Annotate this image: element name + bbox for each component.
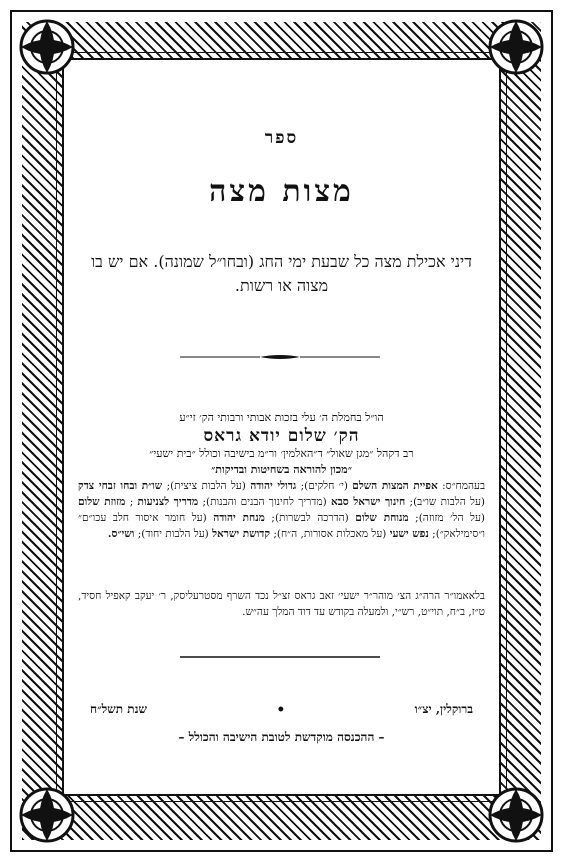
- work-note: (הדרכה לבשרות);: [271, 512, 349, 524]
- work-note: ;: [129, 496, 134, 508]
- work-title: אפיית המצות השלם: [352, 480, 438, 492]
- corner-ornament-bottom-left: [12, 780, 82, 850]
- memorial-dedication: בלאאמו״ר הרה״ג הצ׳ מוהר״ר ישעי׳ זאב גראס זצ״ל נכד השרף מסטרעליסק, ר׳ יעקב קאפיל חסיד, ט״ז, ב״ח, תוי״ט, רש״י, ולמעלה בקודש עד דוד המלך עה״ש.: [78, 590, 485, 618]
- work-note: (על הלבות יחוד);: [137, 528, 209, 540]
- work-title: נפש ישעי: [389, 528, 429, 540]
- work-note: (על הלבות ציצית);: [166, 480, 246, 492]
- sefer-label: ספר: [264, 128, 299, 148]
- book-description: דיני אכילת מצה כל שבעת ימי החג (ובחו״ל שמונה). אם יש בו מצוה או רשות.: [91, 252, 472, 295]
- work-title: קדושת ישראל: [212, 528, 270, 540]
- work-title: מזוזת שלום: [78, 496, 126, 508]
- publisher-by-line: הו״ל בחמלת ה׳ עלי בזכות אבותי ורבותי הק׳ זי״ע: [179, 411, 384, 424]
- imprint-year: שנת תשל״ח: [90, 702, 147, 716]
- work-title: שו״ת ובחו זבחי צדק: [78, 480, 163, 492]
- divider-line: [180, 646, 380, 654]
- publisher-block: [80, 410, 483, 478]
- divider-ornament: [180, 346, 380, 354]
- separator-dot: •: [276, 702, 286, 718]
- author-name: הק׳ שלום יודא גראס: [203, 426, 360, 446]
- work-title: חינוך ישראל סבא: [330, 496, 406, 508]
- institute-name: ״מכון להוראה בשחיטות ובדיקות״: [211, 463, 352, 476]
- work-note: (על מאכלות אסורות, ה״ח);: [273, 528, 387, 540]
- corner-ornament-bottom-right: [481, 780, 551, 850]
- work-note: (י׳ חלקים);: [300, 480, 348, 492]
- work-title: גדולי יהודה: [250, 480, 297, 492]
- imprint-line: [90, 702, 473, 718]
- book-title: מצות מצה: [209, 174, 354, 209]
- work-note: (על הלבות שו״ב);: [409, 496, 486, 508]
- title-page-content: [70, 70, 493, 786]
- work-note: (מדריך לחינוך הבנים והבנות);: [202, 496, 327, 508]
- work-note: (על חומר איסור חלב עכו״ם״ ו״סימילאק״);: [78, 512, 485, 540]
- work-title: מנוחת שלום: [355, 512, 409, 524]
- works-list: [78, 478, 485, 542]
- work-title: ושי״ס.: [107, 528, 135, 540]
- works-intro: בעהמח״ס:: [442, 480, 486, 492]
- proceeds-dedication: – ההכנסה מוקדשת לטובת הישיבה והכולל –: [178, 730, 385, 744]
- imprint-place: ברוקלין, יצ״ו: [414, 702, 473, 716]
- author-role: רב דקהל ״מגן שאול״ ד״האלמין׳ ור״מ בישיבה וכולל ״בית ישעי״: [149, 447, 414, 460]
- work-title: מדריך לצניעות: [137, 496, 199, 508]
- work-title: מנחת יהודה: [213, 512, 265, 524]
- work-note: (על הל׳ מזוזה);: [415, 512, 485, 524]
